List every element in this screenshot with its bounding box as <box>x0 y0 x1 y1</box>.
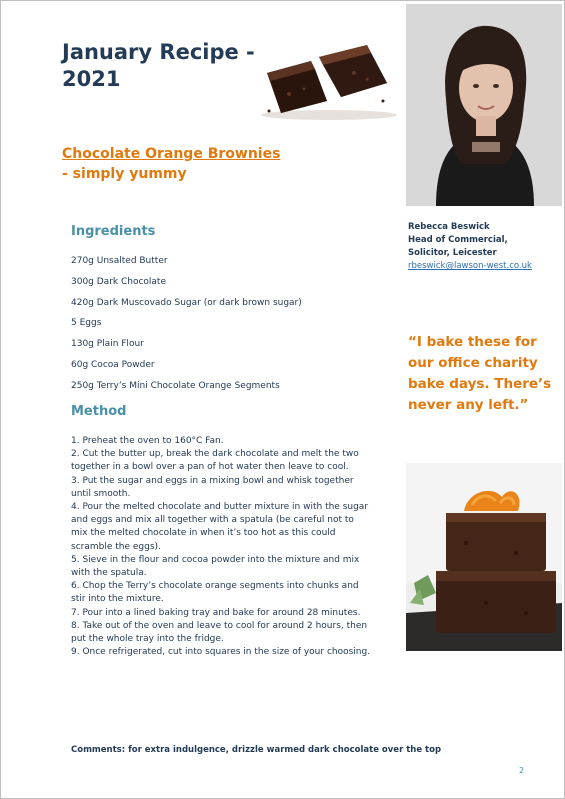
method-step: 9. Once refrigerated, cut into squares in the size of your choosing. <box>71 647 371 658</box>
ingredients-list <box>71 251 391 397</box>
author-role: Head of Commercial, <box>408 235 508 245</box>
author-email-link[interactable]: rbeswick@lawson-west.co.uk <box>408 261 532 271</box>
ingredients-heading: Ingredients <box>71 224 156 239</box>
ingredient-item: 270g Unsalted Butter <box>71 256 168 266</box>
method-heading: Method <box>71 404 127 419</box>
brownie-photo-side <box>406 463 562 651</box>
method-step: 1. Preheat the oven to 160°C Fan. <box>71 436 224 446</box>
method-step: 7. Pour into a lined baking tray and bake for around 28 minutes. <box>71 607 361 618</box>
author-name: Rebecca Beswick <box>408 222 490 232</box>
page-title: January Recipe - 2021 <box>62 40 255 91</box>
ingredient-item: 250g Terry’s Mini Chocolate Orange Segments <box>71 380 280 391</box>
ingredient-item: 300g Dark Chocolate <box>71 276 167 287</box>
author-contact <box>408 221 560 273</box>
method-step: 4. Pour the melted chocolate and butter mixture in with the sugar and eggs and mix all together with a spatula (be careful not to mix the melted chocolate in when it’s too hot as this could scramble the eggs). <box>71 502 369 552</box>
page-number: 2 <box>519 766 525 775</box>
comments-note: Comments: for extra indulgence, drizzle warmed dark chocolate over the top <box>71 745 442 755</box>
ingredient-item: 420g Dark Muscovado Sugar (or dark brown sugar) <box>71 297 302 308</box>
method-step: 8. Take out of the oven and leave to cool for around 2 hours, then put the whole tray into the fridge. <box>71 620 368 645</box>
author-office: Solicitor, Leicester <box>408 248 497 258</box>
brownie-photo-top <box>249 39 399 121</box>
recipe-tagline: - simply yummy <box>62 166 187 182</box>
author-quote: “I bake these for our office charity bake days. There’s never any left.” <box>408 334 552 413</box>
ingredient-item: 5 Eggs <box>71 318 102 329</box>
method-step: 6. Chop the Terry’s chocolate orange segments into chunks and stir into the mixture. <box>71 581 359 605</box>
recipe-name: Chocolate Orange Brownies <box>62 146 281 162</box>
ingredient-item: 60g Cocoa Powder <box>71 359 155 370</box>
method-step: 2. Cut the butter up, break the dark chocolate and melt the two together in a bowl over a pan of hot water then leave to cool. <box>71 449 359 473</box>
ingredient-item: 130g Plain Flour <box>71 339 144 350</box>
method-step: 5. Sieve in the flour and cocoa powder into the mixture and mix with the spatula. <box>71 554 360 579</box>
method-steps <box>71 435 371 659</box>
method-step: 3. Put the sugar and eggs in a mixing bowl and whisk together until smooth. <box>71 475 354 499</box>
author-portrait <box>406 4 562 206</box>
recipe-heading <box>62 144 280 184</box>
